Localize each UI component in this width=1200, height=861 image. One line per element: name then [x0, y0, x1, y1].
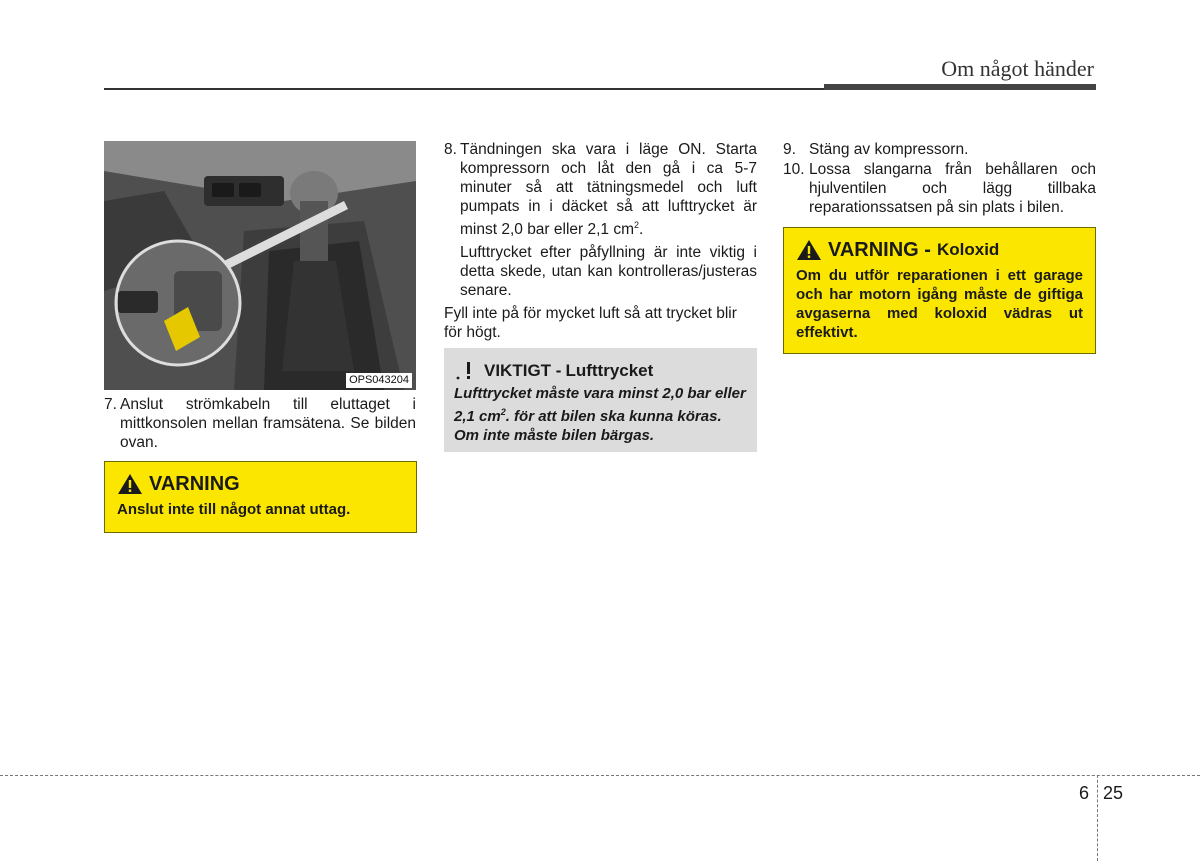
step-number: 10. [783, 161, 805, 178]
step-8-note: Lufttrycket efter påfyllning är inte viktig i detta skede, utan kan kontrolleras/justeras senare. [460, 244, 757, 300]
page-number: 25 [1103, 783, 1124, 803]
warning-box-co [783, 227, 1096, 354]
chapter-number: 6 [1079, 783, 1090, 803]
step-9 [783, 140, 1096, 159]
step-text-main: Tändningen ska vara i läge ON. Starta kompressorn och låt den gå i ca 5-7 minuter så att tätningsmedel och luft pumpats in i däcket så att lufttrycket är minst 2,0 bar eller 2,1 cm [460, 141, 757, 239]
warning-text: Om du utför reparationen i ett garage och har motorn igång måste de giftiga avgaserna med koloxid vädras ut effektivt. [796, 267, 1083, 341]
footer-rule [0, 775, 1200, 776]
step-text: Lossa slangarna från behållaren och hjulventilen och lägg tillbaka reparationssatsen på sin plats i bilen. [809, 161, 1096, 216]
warning-heading [796, 238, 1083, 262]
step-10 [783, 160, 1096, 217]
header-rule-accent [824, 84, 1096, 90]
notice-text-a: Lufttrycket måste vara minst 2,0 bar eller 2,1 cm [454, 385, 746, 425]
step-number: 7. [104, 396, 117, 413]
right-column [783, 140, 1096, 217]
step-8 [444, 140, 757, 239]
notice-heading [454, 360, 747, 382]
footer-divider [1097, 775, 1098, 861]
notice-text-b: . för att bilen ska kunna köras. Om inte måste bilen bärgas. [454, 408, 722, 444]
middle-column [444, 140, 757, 342]
console-photo [104, 141, 416, 390]
warning-triangle-icon [117, 473, 143, 495]
step-text: Stäng av kompressorn. [809, 141, 969, 158]
left-column [104, 395, 416, 452]
step-7 [104, 395, 416, 452]
notice-box [444, 348, 757, 452]
figure-code: OPS043204 [346, 373, 412, 388]
superscript: 2 [634, 220, 640, 230]
step-text [460, 140, 757, 239]
paragraph: Fyll inte på för mycket luft så att trycket blir för högt. [444, 305, 737, 342]
warning-title: VARNING [149, 473, 240, 495]
exclamation-icon [454, 360, 478, 382]
warning-triangle-icon [796, 239, 822, 261]
step-number: 8. [444, 141, 457, 158]
notice-text [454, 384, 747, 445]
page-header-title: Om något händer [941, 56, 1094, 81]
warning-text: Anslut inte till något annat uttag. [117, 501, 351, 518]
notice-subtitle: Lufttrycket [565, 361, 654, 380]
header-rule [104, 88, 824, 90]
warning-heading [117, 472, 404, 496]
warning-subtitle: Koloxid [936, 240, 1000, 259]
warning-box [104, 461, 417, 533]
step-text-end: . [639, 221, 644, 239]
step-number: 9. [783, 141, 796, 158]
step-text: Anslut strömkabeln till eluttaget i mittkonsolen mellan framsätena. Se bilden ovan. [120, 396, 416, 451]
notice-title: VIKTIGT - [484, 361, 562, 380]
warning-title: VARNING - [828, 239, 931, 261]
superscript: 2 [500, 407, 506, 417]
